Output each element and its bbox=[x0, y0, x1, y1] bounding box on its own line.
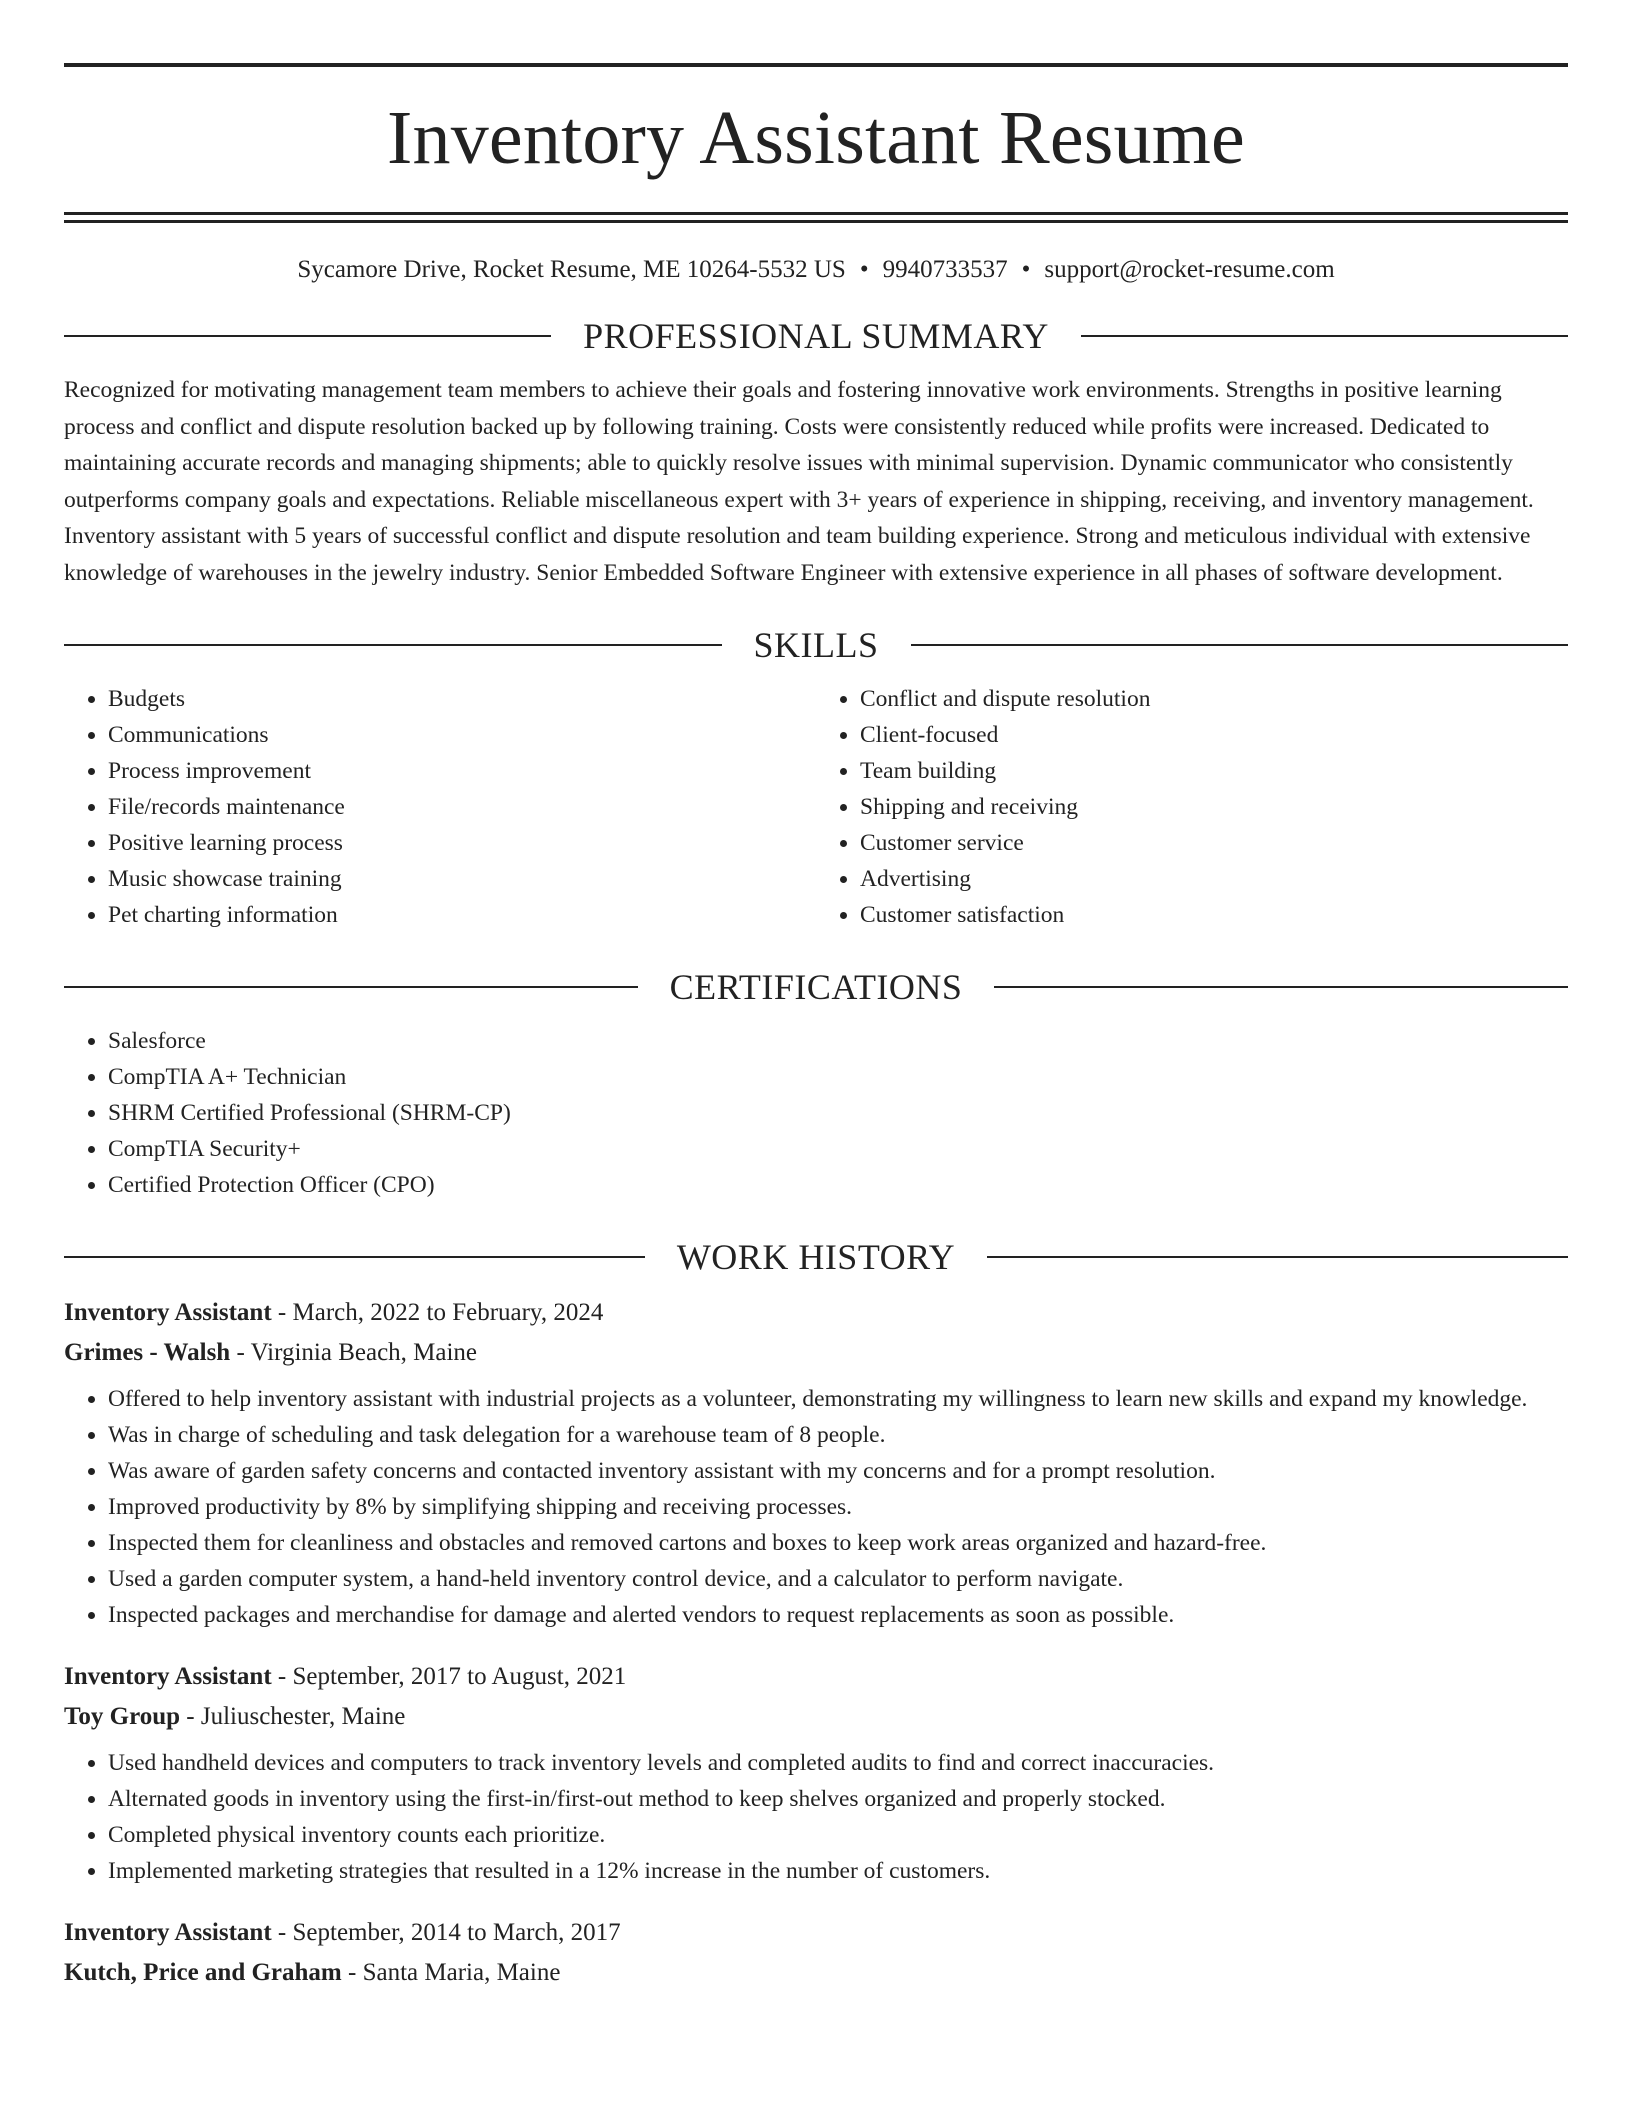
page-title: Inventory Assistant Resume bbox=[386, 96, 1245, 180]
job-duties-list bbox=[64, 1381, 1568, 1633]
skills-list bbox=[64, 681, 1568, 933]
job-duty: • Implemented marketing strategies that resulted in a 12% increase in the number of customers. bbox=[108, 1853, 1568, 1889]
contact-line bbox=[64, 257, 1568, 282]
job-company: Toy Group bbox=[64, 1703, 181, 1730]
skill-item: • Shipping and receiving bbox=[860, 789, 1568, 825]
skill-item: • Client-focused bbox=[860, 717, 1568, 753]
certifications-list bbox=[64, 1023, 1568, 1203]
section-header-summary bbox=[64, 318, 1568, 354]
section-rule bbox=[911, 644, 1569, 646]
title-block bbox=[64, 0, 1568, 223]
job-title-line bbox=[64, 1657, 1568, 1697]
section-rule bbox=[64, 1256, 645, 1258]
job-title: Inventory Assistant bbox=[64, 1919, 272, 1946]
job-duty: • Offered to help inventory assistant with industrial projects as a volunteer, demonstrating my willingness to learn new skills and expand my knowledge. bbox=[108, 1381, 1568, 1417]
job-duty: • Improved productivity by 8% by simplifying shipping and receiving processes. bbox=[108, 1489, 1568, 1525]
skills-column-right bbox=[816, 681, 1568, 933]
skill-item: • Customer satisfaction bbox=[860, 897, 1568, 933]
skill-item: • Customer service bbox=[860, 825, 1568, 861]
job-duties-list bbox=[64, 1745, 1568, 1889]
section-rule bbox=[64, 644, 722, 646]
job-duty: • Alternated goods in inventory using the first-in/first-out method to keep shelves organized and properly stocked. bbox=[108, 1781, 1568, 1817]
skill-item: • Pet charting information bbox=[108, 897, 816, 933]
section-header-work-history bbox=[64, 1239, 1568, 1275]
job-duty: • Used a garden computer system, a hand-held inventory control device, and a calculator to perform navigate. bbox=[108, 1561, 1568, 1597]
job-duty: • Used handheld devices and computers to track inventory levels and completed audits to find and correct inaccuracies. bbox=[108, 1745, 1568, 1781]
section-title: CERTIFICATIONS bbox=[669, 967, 963, 1007]
skill-item: • Music showcase training bbox=[108, 861, 816, 897]
section-rule bbox=[994, 986, 1568, 988]
job-entry bbox=[64, 1293, 1568, 1633]
job-company-line bbox=[64, 1953, 1568, 1993]
skills-column-left bbox=[64, 681, 816, 933]
certification-item: • SHRM Certified Professional (SHRM-CP) bbox=[108, 1095, 1568, 1131]
section-rule bbox=[987, 1256, 1568, 1258]
section-rule bbox=[1081, 335, 1568, 337]
job-company-line bbox=[64, 1333, 1568, 1373]
section-rule bbox=[64, 335, 551, 337]
contact-email: support@rocket-resume.com bbox=[1044, 256, 1335, 283]
section-header-certifications bbox=[64, 969, 1568, 1005]
section-header-skills bbox=[64, 627, 1568, 663]
certification-item: • Certified Protection Officer (CPO) bbox=[108, 1167, 1568, 1203]
skill-item: • Budgets bbox=[108, 681, 816, 717]
job-duty: • Inspected packages and merchandise for damage and alerted vendors to request replacements as soon as possible. bbox=[108, 1597, 1568, 1633]
job-duty: • Was in charge of scheduling and task delegation for a warehouse team of 8 people. bbox=[108, 1417, 1568, 1453]
job-location: - Juliuschester, Maine bbox=[180, 1703, 406, 1730]
job-entry bbox=[64, 1913, 1568, 1993]
job-location: - Virginia Beach, Maine bbox=[230, 1339, 478, 1366]
bullet-separator: • bbox=[1021, 256, 1031, 283]
job-dates: - September, 2014 to March, 2017 bbox=[271, 1919, 621, 1946]
job-title-line bbox=[64, 1293, 1568, 1333]
job-title: Inventory Assistant bbox=[64, 1663, 272, 1690]
job-duty: • Inspected them for cleanliness and obstacles and removed cartons and boxes to keep work areas organized and hazard-free. bbox=[108, 1525, 1568, 1561]
job-title: Inventory Assistant bbox=[64, 1299, 272, 1326]
job-company: Grimes - Walsh bbox=[64, 1339, 231, 1366]
job-title-line bbox=[64, 1913, 1568, 1953]
summary-text: Recognized for motivating management team members to achieve their goals and fostering innovative work environments. Strengths in positive learning process and conflict and dispute resolution backed up by following training. Costs were consistently reduced while profits were increased. Dedicated to maintaining accurate records and managing shipments; able to quickly resolve issues with minimal supervision. Dynamic communicator who consistently outperforms company goals and expectations. Reliable miscellaneous expert with 3+ years of experience in shipping, receiving, and inventory management. Inventory assistant with 5 years of successful conflict and dispute resolution and team building experience. Strong and meticulous individual with extensive knowledge of warehouses in the jewelry industry. Senior Embedded Software Engineer with extensive experience in all phases of software development. bbox=[64, 377, 1534, 586]
job-company: Kutch, Price and Graham bbox=[64, 1959, 342, 1986]
title-double-rule bbox=[64, 212, 1568, 223]
certification-item: • CompTIA Security+ bbox=[108, 1131, 1568, 1167]
section-title: PROFESSIONAL SUMMARY bbox=[583, 316, 1049, 356]
section-title: WORK HISTORY bbox=[676, 1237, 956, 1277]
skill-item: • File/records maintenance bbox=[108, 789, 816, 825]
section-rule bbox=[64, 986, 638, 988]
certification-item: • CompTIA A+ Technician bbox=[108, 1059, 1568, 1095]
skill-item: • Advertising bbox=[860, 861, 1568, 897]
job-dates: - September, 2017 to August, 2021 bbox=[271, 1663, 627, 1690]
skill-item: • Communications bbox=[108, 717, 816, 753]
contact-address: Sycamore Drive, Rocket Resume, ME 10264-5532 US bbox=[297, 256, 846, 283]
contact-phone: 9940733537 bbox=[882, 256, 1008, 283]
job-dates: - March, 2022 to February, 2024 bbox=[271, 1299, 604, 1326]
skill-item: • Process improvement bbox=[108, 753, 816, 789]
skill-item: • Conflict and dispute resolution bbox=[860, 681, 1568, 717]
certification-item: • Salesforce bbox=[108, 1023, 1568, 1059]
skill-item: • Team building bbox=[860, 753, 1568, 789]
job-location: - Santa Maria, Maine bbox=[341, 1959, 561, 1986]
section-title: SKILLS bbox=[753, 625, 879, 665]
job-duty: • Completed physical inventory counts each prioritize. bbox=[108, 1817, 1568, 1853]
job-entry bbox=[64, 1657, 1568, 1889]
bullet-separator: • bbox=[859, 256, 869, 283]
skill-item: • Positive learning process bbox=[108, 825, 816, 861]
job-company-line bbox=[64, 1697, 1568, 1737]
job-duty: • Was aware of garden safety concerns and contacted inventory assistant with my concerns and for a prompt resolution. bbox=[108, 1453, 1568, 1489]
